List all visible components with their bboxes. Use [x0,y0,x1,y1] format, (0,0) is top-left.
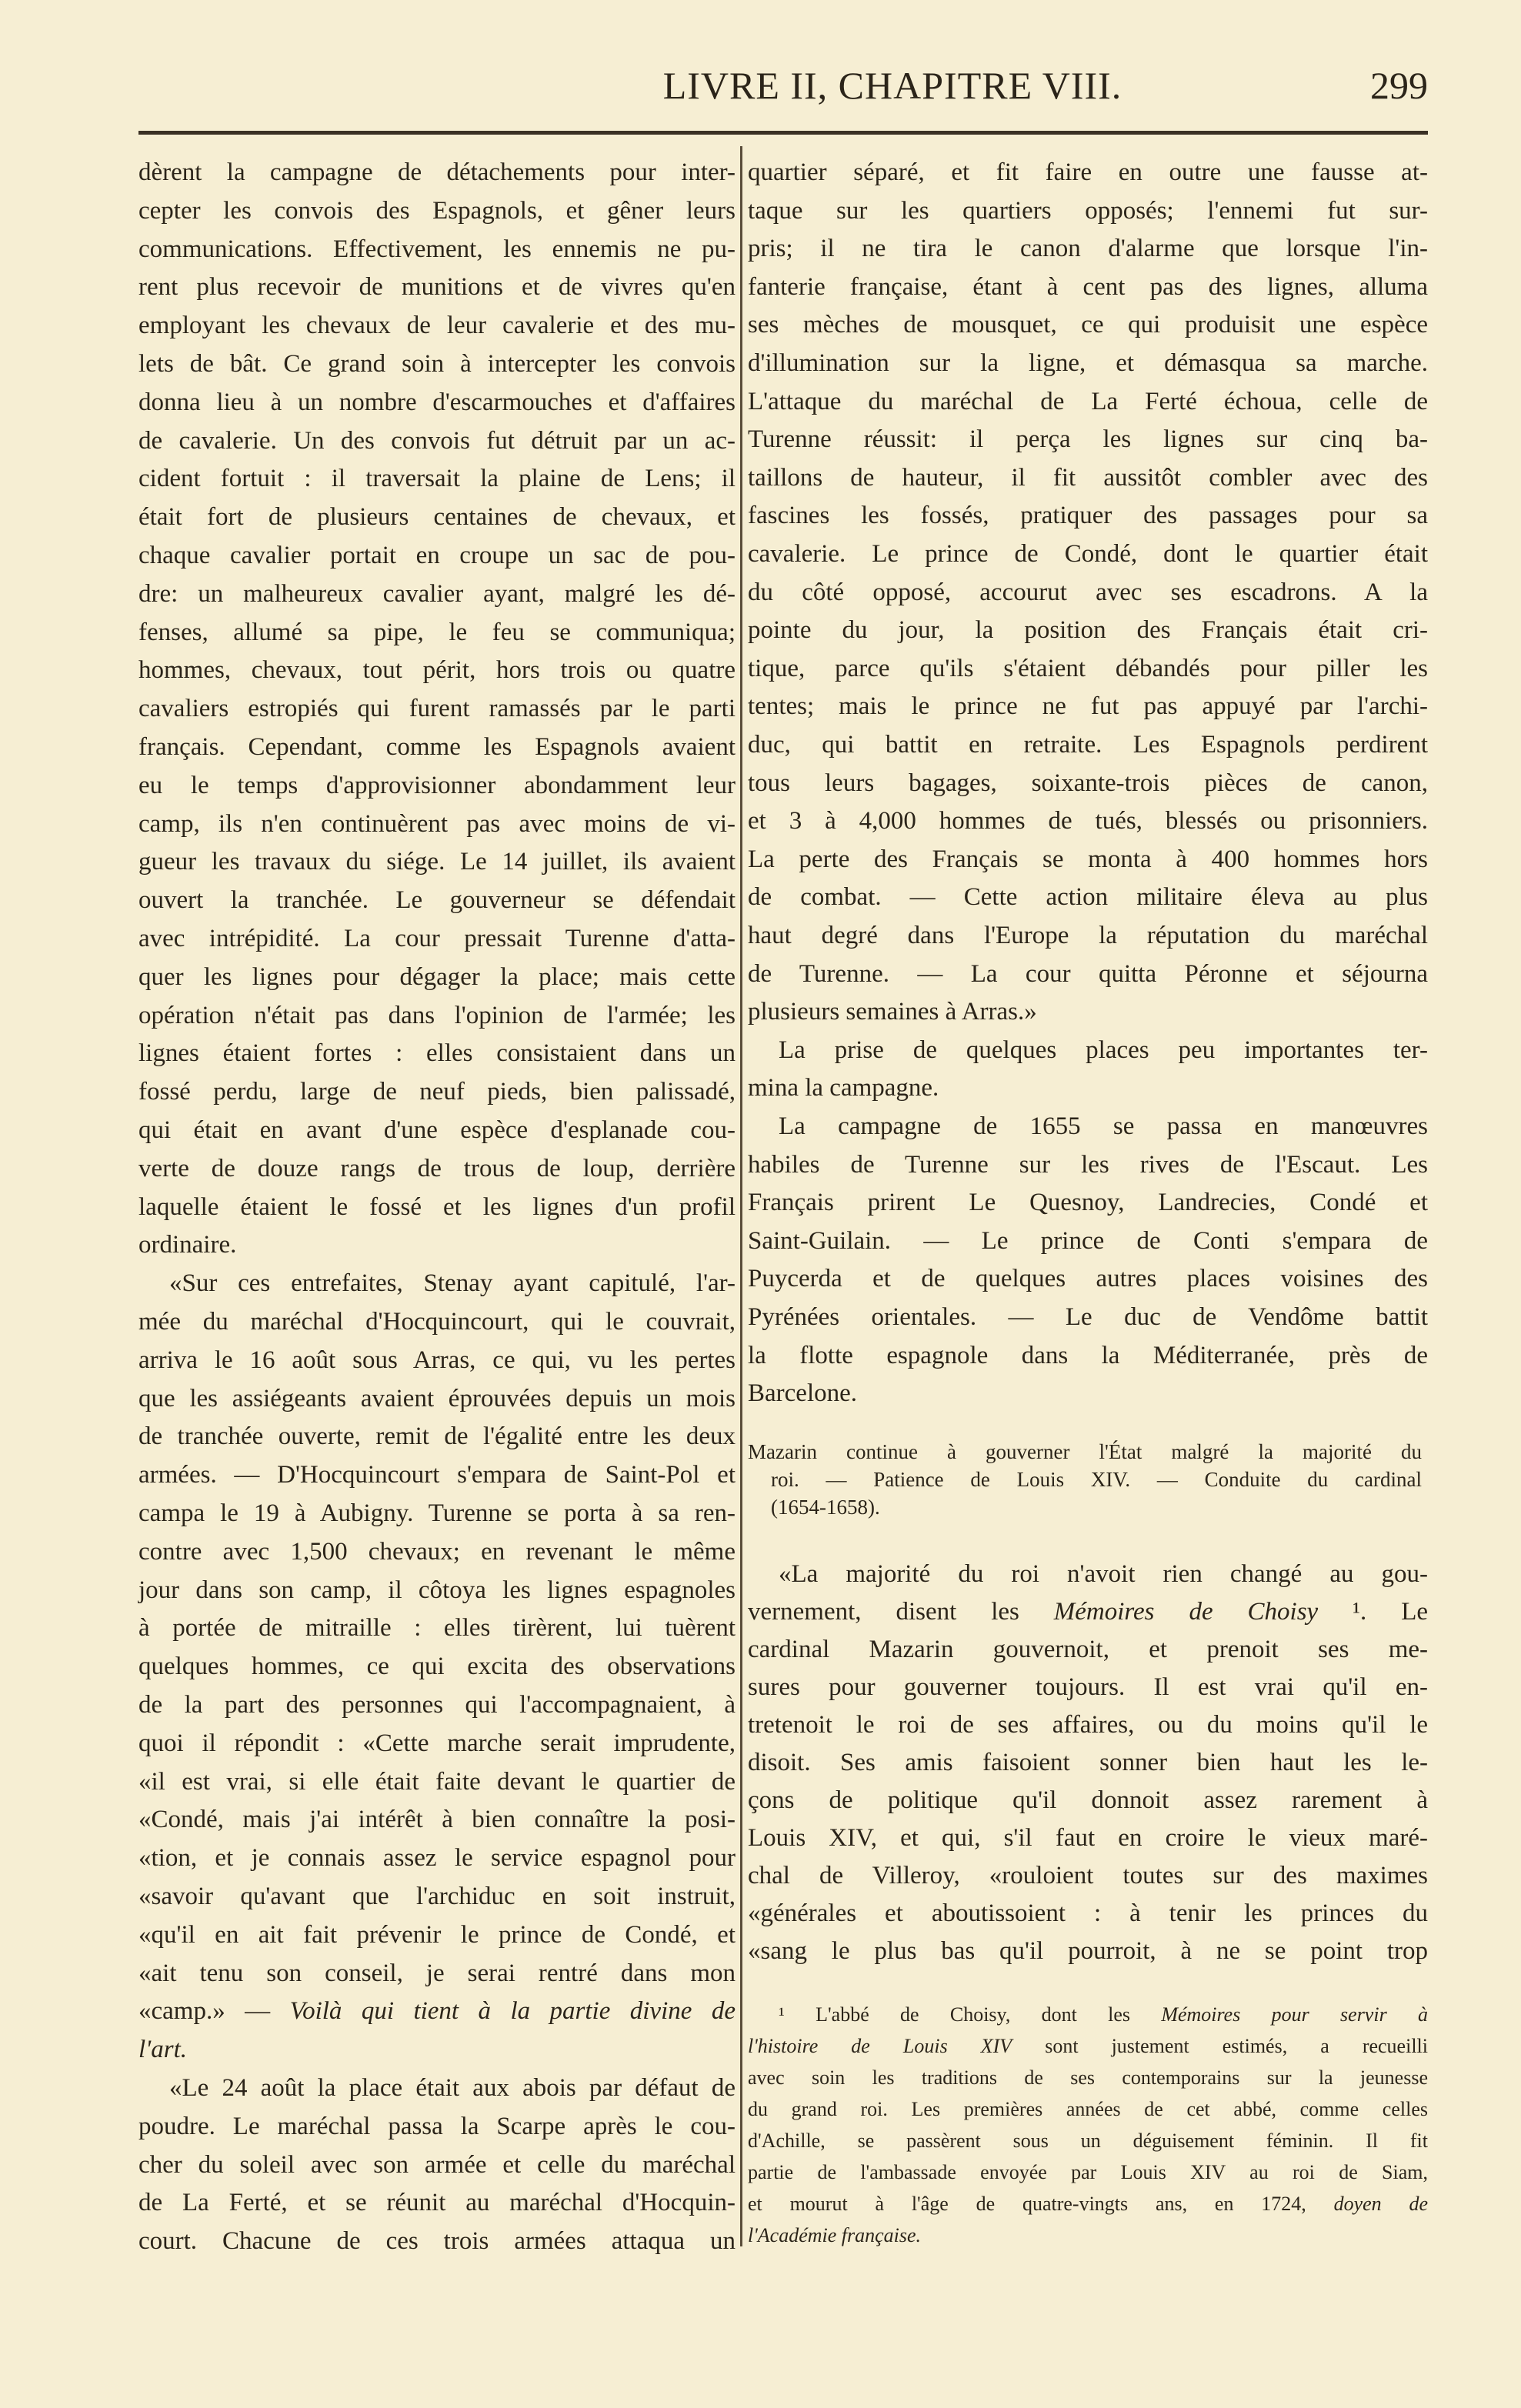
text: «Condé, mais j'ai intérêt à bien connaître la posi- [138,1806,735,1834]
text: «ait tenu son conseil, je serai rentré dans mon [138,1959,735,1987]
right-column-line [748,577,1428,608]
right-column-line [748,1378,1428,1409]
text: quelques hommes, ce qui excita des observations [138,1653,735,1681]
text: sont justement estimés, a recueilli [1012,2035,1428,2057]
text: du grand roi. Les premières années de cet abbé, comme celles [748,2098,1428,2120]
right-column-line [748,348,1428,379]
left-column-line [138,540,735,571]
left-column-line [138,502,735,532]
text: Mazarin continue à gouverner l'État malgré la majorité du [748,1440,1422,1463]
left-column-line [138,1153,735,1184]
text: mée du maréchal d'Hocquincourt, qui le couvrait, [138,1308,735,1336]
text: «savoir qu'avant que l'archiduc en soit instruit, [138,1883,735,1910]
right-column-line [748,386,1428,417]
left-column-line [138,2034,735,2065]
left-column-line [138,770,735,801]
text: lets de bât. Ce grand soin à intercepter les convois [138,350,735,378]
text: ses mèches de mousquet, ce qui produisit une espèce [748,311,1428,339]
text: cher du soleil avec son armée et celle du maréchal [138,2150,735,2179]
left-column-line [138,1613,735,1643]
text: contre avec 1,500 chevaux; en revenant le même [138,1537,735,1566]
text: lignes étaient fortes : elles consistaient dans un [138,1039,735,1068]
text: plusieurs semaines à Arras.» [748,998,1037,1026]
summary-line [748,1439,1422,1465]
text: quartier séparé, et fit faire en outre une fausse at- [748,158,1428,186]
right-column-line [748,539,1428,569]
text: «camp.» — [138,1997,290,2026]
text: et 3 à 4,000 hommes de tués, blessés ou prisonniers. [748,807,1428,835]
left-column-line [138,1766,735,1797]
right-column-line [748,920,1428,951]
right-column-line [748,500,1428,531]
right-column-line [748,1187,1428,1218]
text: la flotte espagnole dans la Méditerranée, près de [748,1341,1428,1369]
right-column-line [748,195,1428,226]
text: du côté opposé, accourut avec ses escadrons. A la [748,578,1428,606]
left-column-line [138,923,735,954]
left-column-line [138,962,735,992]
page-number: 299 [1370,64,1428,107]
text: «sang le plus bas qu'il pourroit, à ne se point trop [748,1937,1428,1965]
text: à portée de mitraille : elles tirèrent, lui tuèrent [138,1614,735,1643]
text: ordinaire. [138,1231,237,1259]
left-column-line [138,1000,735,1031]
header-rule [138,131,1428,135]
right-column-line [748,157,1428,188]
text: de cavalerie. Un des convois fut détruit par un ac- [138,426,735,455]
text: ouvert la tranchée. Le gouverneur se défendait [138,886,735,915]
left-column-line [138,1804,735,1835]
left-column-line [138,1306,735,1337]
right-column-line [748,1898,1428,1929]
left-column-line [138,1919,735,1950]
text: çons de politique qu'il donnoit assez rarement à [748,1786,1428,1814]
left-column-line [138,1958,735,1989]
left-column-line [138,2111,735,2142]
left-column-line [138,1421,735,1452]
left-column-line [138,655,735,685]
text: L'attaque du maréchal de La Ferté échoua, celle de [748,387,1428,415]
right-column-line [748,805,1428,836]
italic-text: Mémoires de Choisy [1053,1598,1319,1626]
right-column-line [748,233,1428,264]
text: taque sur les quartiers opposés; l'ennemi fut sur- [748,196,1428,225]
text: La perte des Français se monta à 400 hommes hors [748,845,1428,873]
right-column-line [748,844,1428,875]
text: roi. — Patience de Louis XIV. — Conduite du cardinal [771,1468,1422,1491]
left-column-line [138,387,735,418]
text: camp, ils n'en continuèrent pas avec moins de vi- [138,809,735,838]
text: «générales et aboutissoient : à tenir les princes du [748,1899,1428,1927]
text: Turenne réussit: il perça les lignes sur cinq ba- [748,425,1428,454]
text: fascines les fossés, pratiquer des passages pour sa [748,502,1428,530]
text: arriva le 16 août sous Arras, ce qui, vu les pertes [138,1346,735,1374]
text: vernement, disent les [748,1598,1054,1626]
right-column-line [748,959,1428,989]
right-column-line [748,882,1428,912]
right-column-line [748,653,1428,684]
text: (1654-1658). [771,1496,880,1519]
text: et mourut à l'âge de quatre-vingts ans, en 1724, [748,2193,1334,2215]
text: tretenoit le roi de ses affaires, ou du moins qu'il le [748,1711,1428,1739]
left-column-line [138,1575,735,1606]
text: La prise de quelques places peu importantes ter- [779,1036,1428,1064]
text: pointe du jour, la position des Français était cri- [748,616,1428,645]
right-column-line [748,272,1428,302]
right-column-line [748,1709,1428,1740]
left-column-line [138,425,735,456]
text: duc, qui battit en retraite. Les Espagnols perdirent [748,731,1428,759]
right-column-line [748,1672,1428,1703]
left-column-line [138,1881,735,1912]
italic-text: l'art. [138,2036,187,2064]
text: «il est vrai, si elle était faite devant le quartier de [138,1767,735,1796]
text: La campagne de 1655 se passa en manœuvres [779,1112,1428,1140]
text: ¹ L'abbé de Choisy, dont les [779,2003,1162,2026]
right-column-line [779,1111,1428,1142]
text: employant les chevaux de leur cavalerie et des mu- [138,312,735,340]
text: de combat. — Cette action militaire éleva au plus [748,883,1428,912]
text: donna lieu à un nombre d'escarmouches et d'affaires [138,388,735,416]
left-column-line [138,1076,735,1107]
text: de la part des personnes qui l'accompagnaient, à [138,1691,735,1719]
text: de tranchée ouverte, remit de l'égalité entre les deux [138,1422,735,1451]
text: Barcelone. [748,1379,858,1408]
right-column-line [748,768,1428,799]
left-column-line [138,1038,735,1069]
left-column-line [138,1229,735,1260]
left-column-line [138,1651,735,1682]
right-column-line [748,1860,1428,1891]
italic-text: Voilà qui tient à la partie divine de [289,1997,735,2026]
text: poudre. Le maréchal passa la Scarpe après le cou- [138,2112,735,2140]
right-column-line [748,615,1428,645]
left-column-line [138,732,735,762]
right-column-line [748,996,1428,1027]
text: tous leurs bagages, soixante-trois pièces de canon, [748,769,1428,797]
text: «tion, et je connais assez le service espagnol pour [138,1844,735,1873]
right-column-line [748,1302,1428,1332]
text: laquelle étaient le fossé et les lignes d'un profil [138,1192,735,1221]
text: était fort de plusieurs centaines de chevaux, et [138,503,735,532]
left-column-line [138,349,735,379]
text: mina la campagne. [748,1074,939,1102]
text: fanterie française, étant à cent pas des lignes, alluma [748,272,1428,301]
footnote-line [748,2191,1428,2217]
text: français. Cependant, comme les Espagnols avaient [138,733,735,761]
text: d'Achille, se passèrent sous un déguisement féminin. Il fit [748,2130,1428,2152]
text: d'illumination sur la ligne, et démasqua sa marche. [748,349,1428,377]
text: disoit. Ses amis faisoient sonner bien haut les le- [748,1749,1428,1776]
right-column-line [748,309,1428,340]
right-column-line [748,729,1428,760]
right-column-line [748,462,1428,493]
left-column-line [138,1115,735,1146]
right-column-line [748,1936,1428,1966]
text: Louis XIV, et qui, s'il faut en croire le vieux maré- [748,1824,1428,1852]
text: avec intrépidité. La cour pressait Turenne d'atta- [138,925,735,952]
text: cavaliers estropiés qui furent ramassés par le parti [138,695,735,723]
footnote-line [748,2065,1428,2091]
text: avec soin les traditions de ses contemporains sur la jeunesse [748,2066,1428,2089]
text: Français prirent Le Quesnoy, Landrecies, Condé et [748,1189,1428,1217]
text: gueur les travaux du siége. Le 14 juillet, ils avaient [138,848,735,876]
text: «qu'il en ait fait prévenir le prince de Condé, et [138,1920,735,1949]
right-column-line [748,1596,1428,1627]
left-column-line [138,1192,735,1222]
left-column-line [138,310,735,341]
left-column-line [138,157,735,188]
text: communications. Effectivement, les ennemis ne pu- [138,235,735,263]
right-column-line [748,1263,1428,1294]
text: campa le 19 à Aubigny. Turenne se porta à sa ren- [138,1499,735,1527]
text: dre: un malheureux cavalier ayant, malgré les dé- [138,579,735,608]
text: chal de Villeroy, «rouloient toutes sur des maximes [748,1862,1428,1889]
left-column-line [138,1843,735,1873]
left-column-line [138,885,735,916]
text: «Le 24 août la place était aux abois par défaut de [169,2074,735,2102]
text: cavalerie. Le prince de Condé, dont le quartier était [748,540,1428,568]
running-head-title: LIVRE II, CHAPITRE VIII. [662,64,1122,107]
right-column-line [748,1785,1428,1816]
italic-text: l'Académie française. [748,2224,922,2246]
text: cepter les convois des Espagnols, et gêner leurs [138,196,735,225]
text: Pyrénées orientales. — Le duc de Vendôme battit [748,1303,1428,1331]
text: dèrent la campagne de détachements pour inter- [138,158,735,186]
text: chaque cavalier portait en croupe un sac de pou- [138,542,735,569]
text: habiles de Turenne sur les rives de l'Escaut. Les [748,1150,1428,1179]
right-column-line [748,1226,1428,1256]
text: quoi il répondit : «Cette marche serait imprudente, [138,1729,735,1757]
left-column-line [138,2187,735,2218]
text: armées. — D'Hocquincourt s'empara de Saint-Pol et [138,1461,735,1489]
footnote-line [779,2002,1428,2028]
text: tique, parce qu'ils s'étaient débandés pour piller les [748,654,1428,682]
text: Saint-Guilain. — Le prince de Conti s'empara de [748,1226,1428,1255]
footnote-line [748,2128,1428,2154]
text: ¹. Le [1318,1598,1428,1626]
left-column-line [138,1383,735,1414]
footnote-line [748,2223,1428,2249]
text: hommes, chevaux, tout périt, hors trois ou quatre [138,656,735,685]
summary-line [771,1494,1422,1520]
right-column-line [779,1035,1428,1066]
right-column-line [748,424,1428,455]
text: sures pour gouverner toujours. Il est vrai qu'il en- [748,1673,1428,1701]
italic-text: l'histoire de Louis XIV [748,2035,1012,2057]
text: haut degré dans l'Europe la réputation du maréchal [748,922,1428,949]
left-column-line [138,1536,735,1567]
left-column-line [138,1345,735,1376]
text: tentes; mais le prince ne fut pas appuyé par l'archi- [748,692,1428,721]
right-column-line [748,1823,1428,1853]
left-column-line [138,579,735,609]
text: que les assiégeants avaient éprouvées depuis un mois [138,1384,735,1412]
text: opération n'était pas dans l'opinion de l'armée; les [138,1001,735,1029]
left-column-line [138,846,735,877]
right-column-line [748,1149,1428,1180]
text: verte de douze rangs de trous de loup, derrière [138,1154,735,1182]
text: cident fortuit : il traversait la plaine de Lens; il [138,465,735,493]
text: de La Ferté, et se réunit au maréchal d'Hocquin- [138,2189,735,2217]
left-column-line [138,272,735,302]
right-column-line [748,691,1428,722]
text: pris; il ne tira le canon d'alarme que lorsque l'in- [748,235,1428,263]
italic-text: Mémoires pour servir à [1161,2003,1428,2026]
footnote-line [748,2160,1428,2186]
left-column-line [138,1459,735,1490]
left-column-line [169,1268,735,1299]
footnote-line [748,2096,1428,2123]
left-column-line [138,693,735,724]
text: partie de l'ambassade envoyée par Louis XIV au roi de Siam, [748,2161,1428,2183]
left-column-line [138,1728,735,1759]
text: «La majorité du roi n'avoit rien changé au gou- [779,1560,1428,1588]
italic-text: doyen de [1333,2193,1429,2215]
left-column-line [138,195,735,226]
left-column-line [138,809,735,839]
left-column-line [138,1689,735,1720]
right-column-line [748,1747,1428,1778]
column-divider [740,146,742,2246]
text: fenses, allumé sa pipe, le feu se communiqua; [138,618,735,646]
text: qui était en avant d'une espèce d'esplanade cou- [138,1116,735,1144]
text: Puycerda et de quelques autres places voisines des [748,1265,1428,1293]
left-column-line [138,2226,735,2256]
left-column-line [138,234,735,265]
text: quer les lignes pour dégager la place; mais cette [138,962,735,991]
left-column-line [138,617,735,648]
text: taillons de hauteur, il fit aussitôt combler avec des [748,463,1428,492]
footnote-line [748,2033,1428,2059]
text: «Sur ces entrefaites, Stenay ayant capitulé, l'ar- [169,1269,735,1298]
text: court. Chacune de ces trois armées attaqua un [138,2227,735,2256]
text: fossé perdu, large de neuf pieds, bien palissadé, [138,1078,735,1106]
text: rent plus recevoir de munitions et de vivres qu'en [138,273,735,302]
text: jour dans son camp, il côtoya les lignes espagnoles [138,1576,735,1604]
summary-line [771,1466,1422,1492]
left-column-line [138,463,735,494]
right-column-line [748,1072,1428,1103]
text: cardinal Mazarin gouvernoit, et prenoit ses me- [748,1636,1428,1663]
left-column-line [138,1996,735,2026]
left-column-line [138,2150,735,2180]
text: de Turenne. — La cour quitta Péronne et séjourna [748,959,1428,988]
text: eu le temps d'approvisionner abondamment leur [138,771,735,799]
right-column-line [779,1559,1428,1589]
left-column-line [138,1498,735,1529]
right-column-line [748,1634,1428,1665]
left-column-line [169,2073,735,2103]
right-column-line [748,1340,1428,1371]
